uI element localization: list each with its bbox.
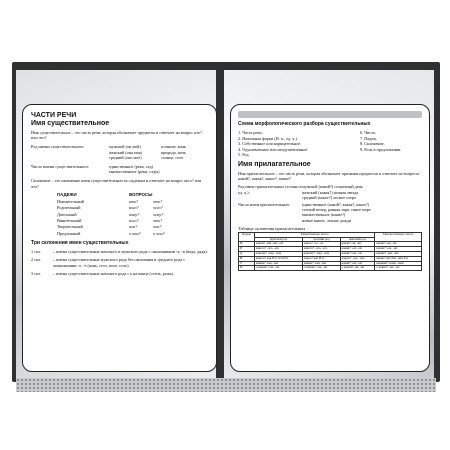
number-singular: единственное (река, сад) <box>109 164 154 170</box>
noun-number-label: Число имени существительного: <box>31 164 90 170</box>
cases-table <box>57 192 208 237</box>
scheme-item: 8. Склонение. <box>360 141 385 147</box>
questions-header: ВОПРОСЫ <box>129 191 153 197</box>
table-row: Д. какому? -ому, -ему какому? -ому, -ему какой? -ой, -ей каким? -ым, -им <box>239 251 422 256</box>
adj-number-plural: множественное (какие?) <box>302 212 346 218</box>
number-plural: множественное (реки, сады) <box>109 169 160 175</box>
case-row: Дательный кому? чему? <box>57 211 164 217</box>
header-bar <box>238 111 422 118</box>
scheme-item: 2. Начальная форма (И. п., ед. ч.). <box>238 135 298 141</box>
table-row: В. какого? как И.п. или Р.п. какое? как И.п. какую? -ую, -юю какие? как И.п. или Р.п. <box>239 256 422 261</box>
left-page-title: ЧАСТИ РЕЧИ <box>31 112 77 119</box>
declension-definition: Склонение – это изменение имен существительных по падежам и отвечает на вопрос кого? или что? <box>31 178 202 189</box>
scheme-item: 6. Число. <box>360 130 377 135</box>
noun-definition: Имя существительное – это часть речи, которая обозначает предметы и отвечает на вопрос кто? или что? <box>31 130 202 141</box>
noun-number <box>31 164 208 174</box>
table-row: Т. каким? -ым, -им каким? -ым, -им какой? -ой, -ей какими? -ыми, -ими <box>239 261 422 266</box>
gender-masc-example: осенние, конь <box>161 144 186 150</box>
adj-gender-fem: женский (какая?) ночная звезда <box>302 189 359 195</box>
case-row: Родительный кого? чего? <box>57 205 163 211</box>
adj-number-singular: единственное (какой?, какая?, какое?) <box>302 201 370 207</box>
adj-number-singular-example: теплый вечер, ранняя заря, синее море <box>302 207 371 213</box>
gender-neut-example: солнце, село <box>161 154 184 160</box>
noun-gender <box>31 144 208 160</box>
noun-subtitle: Имя существительное <box>31 120 110 127</box>
scheme-item: 5. Род. <box>238 152 250 158</box>
table-row: П. о каком? -ом, -ем о каком? -ом, -ем о какой? -ой, -ей о каких? -ых, -их <box>239 266 422 271</box>
declension-item: 3 скл. – имена существительные женского рода с ь на конце (степь, рожь). <box>31 270 175 276</box>
adj-number-plural-example: новые книги, летние дожди <box>302 217 352 223</box>
declension-item: 2 скл. – имена существительные мужского рода без окончания и среднего рода с окончаниями -о, -е (конь, стол, поле, село). <box>31 257 186 268</box>
adjective-definition: Имя прилагательное – это часть речи, которая обозначает признаки предметов и отвечает на вопросы какой?, какая?, какое?, какие? <box>238 170 419 182</box>
scheme-item: 3. Собственное или нарицательное. <box>238 141 302 147</box>
table-row: Р. какого? -ого, -его какого? -ого, -его какой? -ой, -ей каких? -ых, -их <box>239 247 422 252</box>
adjective-declension-table <box>238 232 422 271</box>
case-row: Творительный кем? чем? <box>57 224 162 230</box>
adjective-gender-label: Род имен прилагательных (только в ед. ч.): <box>238 184 302 195</box>
case-row: Винительный кого? что? <box>57 218 163 224</box>
gender-neut: средний (оно моё) <box>109 154 142 160</box>
scheme-item: 7. Падеж. <box>360 135 377 141</box>
table-subheader-row: мужской род средний род женский род <box>239 237 422 242</box>
scheme-title: Схема морфологического разбора существительных <box>238 121 371 127</box>
scheme-item: 4. Одушевленное или неодушевленное. <box>238 146 309 152</box>
adjective-subtitle: Имя прилагательное <box>238 160 311 168</box>
adj-gender-masc: мужской (какой?) солнечный день <box>302 184 363 190</box>
adj-gender-neut: средний (какое?) лесное озеро <box>302 194 357 200</box>
declension-item: 1 скл. – имена существительные женского и мужского рода с окончаниями -а, -я (вода, дядя). <box>31 249 208 255</box>
gender-fem-example: природа, ночь <box>161 149 186 155</box>
left-page <box>22 104 217 372</box>
adjective-number <box>238 202 422 223</box>
cases-header: ПАДЕЖИ <box>57 191 77 197</box>
adjective-gender <box>238 184 422 200</box>
noun-gender-label: Род имени существительного: <box>31 144 85 150</box>
case-row: Предложный о ком? о чем? <box>57 230 165 236</box>
cover-pattern-strip <box>16 378 436 392</box>
scheme-list <box>238 130 422 158</box>
gender-fem: женский (она моя) <box>109 149 142 155</box>
adjective-number-label: Число имен прилагательных: <box>238 201 291 207</box>
table-header-row: Падеж Единственное число Множественное число <box>239 232 422 237</box>
right-page <box>230 104 430 372</box>
gender-masc: мужской (он мой) <box>109 144 141 150</box>
case-row: Именительный кто? что? <box>57 198 163 204</box>
declensions-title: Три склонения имен существительных <box>31 240 129 247</box>
table-caption: Таблица склонения прилагательных <box>238 225 306 231</box>
table-row: И. какой? -ый, -ий, -ой какое? -ое, -ее какая? -ая, -яя какие? -ые, -ие <box>239 242 422 247</box>
scheme-item: 9. Роль в предложении. <box>360 146 402 152</box>
scheme-item: 1. Часть речи. <box>238 130 263 135</box>
